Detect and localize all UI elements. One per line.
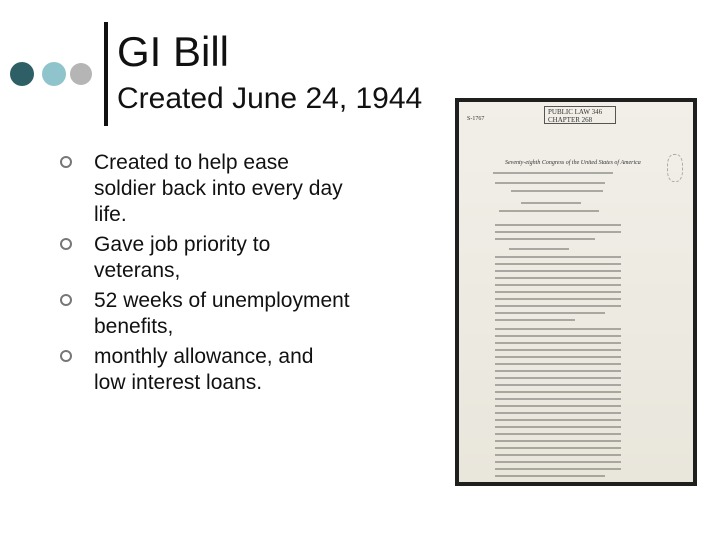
- document-text-line: [495, 454, 621, 456]
- document-text-line: [495, 475, 605, 477]
- document-text-line: [495, 270, 621, 272]
- document-text-line: [495, 398, 621, 400]
- bullet-item: [60, 150, 350, 228]
- document-text-line: [495, 298, 621, 300]
- document-text-line: [495, 349, 621, 351]
- document-margin-stamp: [667, 154, 683, 182]
- document-stamp: PUBLIC LAW 346 CHAPTER 268: [544, 106, 616, 124]
- document-text-line: [495, 405, 621, 407]
- title-divider: [104, 22, 108, 126]
- document-text-line: [493, 172, 613, 174]
- document-text-line: [495, 256, 621, 258]
- document-text-line: [495, 231, 621, 233]
- document-text-line: [495, 312, 605, 314]
- scanned-document-icon: [459, 102, 693, 482]
- document-text-line: [495, 419, 621, 421]
- dark-teal-dot: [10, 62, 34, 86]
- document-image: [455, 98, 697, 486]
- document-text-line: [495, 447, 621, 449]
- bullet-text: 52 weeks of unemployment benefits,: [94, 289, 350, 338]
- slide-title: GI Bill: [117, 28, 230, 75]
- document-text-line: [495, 356, 621, 358]
- bullet-circle-icon: [60, 294, 72, 306]
- document-text-line: [495, 363, 621, 365]
- document-text-line: [495, 468, 621, 470]
- document-text-line: [495, 342, 621, 344]
- bullet-text: Gave job priority to veterans,: [94, 233, 271, 282]
- document-text-line: [495, 377, 621, 379]
- bullet-circle-icon: [60, 238, 72, 250]
- document-text-line: [495, 328, 621, 330]
- document-text-line: [495, 284, 621, 286]
- document-text-line: [495, 319, 575, 321]
- document-text-line: [511, 190, 603, 192]
- light-teal-dot: [42, 62, 66, 86]
- document-text-line: [495, 182, 605, 184]
- document-text-line: [495, 263, 621, 265]
- document-text-line: [495, 433, 621, 435]
- bullet-item: [60, 232, 350, 284]
- bullet-item: [60, 344, 350, 396]
- bullet-text: Created to help ease soldier back into every day life.: [94, 151, 343, 226]
- document-text-line: [495, 335, 621, 337]
- document-text-line: [495, 224, 621, 226]
- document-text-line: [509, 248, 569, 250]
- document-text-line: [495, 391, 621, 393]
- document-text-line: [495, 291, 621, 293]
- document-text-line: [495, 370, 621, 372]
- bullet-text: monthly allowance, and low interest loans.: [94, 345, 314, 394]
- bullet-item: [60, 288, 350, 340]
- document-text-line: [495, 238, 595, 240]
- slide-subtitle: Created June 24, 1944: [117, 82, 423, 115]
- bullet-list: [60, 150, 350, 400]
- gray-dot: [70, 63, 92, 85]
- document-text-line: [495, 412, 621, 414]
- document-text-line: [521, 202, 581, 204]
- document-heading: Seventy-eighth Congress of the United States of America: [505, 160, 641, 166]
- document-text-line: [495, 461, 621, 463]
- document-text-line: [495, 305, 621, 307]
- decorative-dots: [10, 62, 100, 88]
- document-page-number: S-1767: [467, 116, 485, 122]
- document-text-line: [495, 426, 621, 428]
- document-text-line: [499, 210, 599, 212]
- document-text-line: [495, 384, 621, 386]
- bullet-circle-icon: [60, 156, 72, 168]
- bullet-circle-icon: [60, 350, 72, 362]
- document-text-line: [495, 277, 621, 279]
- document-text-line: [495, 440, 621, 442]
